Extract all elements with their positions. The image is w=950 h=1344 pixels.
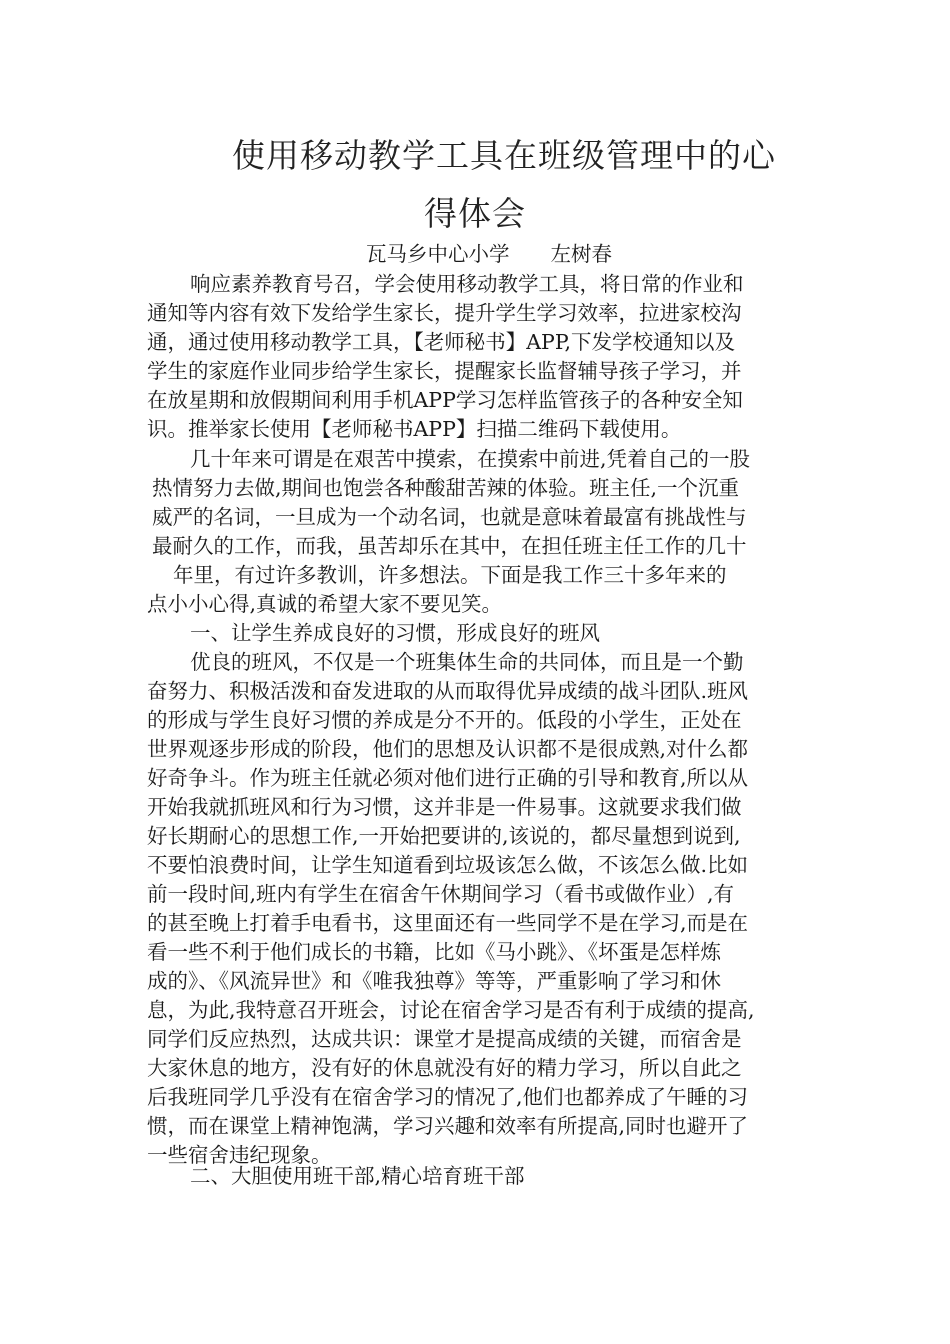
paragraph-line: 在放星期和放假期间利用手机APP学习怎样监管孩子的各种安全知	[147, 388, 743, 412]
section-heading-1: 一、让学生养成良好的习惯，形成良好的班风	[190, 621, 600, 645]
paragraph-line: 识。推举家长使用【老师秘书APP】扫描二维码下载使用。	[147, 417, 682, 441]
paragraph-line: 学生的家庭作业同步给学生家长，提醒家长监督辅导孩子学习，并	[147, 359, 742, 383]
paragraph-line: 的甚至晚上打着手电看书，这里面还有一些同学不是在学习,而是在	[147, 911, 749, 935]
paragraph-line: 优良的班风，不仅是一个班集体生命的共同体，而且是一个勤	[190, 650, 744, 674]
paragraph-line: 看一些不利于他们成长的书籍，比如《马小跳》、《坏蛋是怎样炼	[147, 940, 721, 964]
paragraph-line: 热情努力去做,期间也饱尝各种酸甜苦辣的体验。班主任,一个沉重	[152, 476, 740, 500]
paragraph-line: 奋努力、积极活泼和奋发进取的从而取得优异成绩的战斗团队.班风	[147, 679, 749, 703]
paragraph-line: 最耐久的工作，而我，虽苦却乐在其中，在担任班主任工作的几十	[152, 534, 747, 558]
paragraph-line: 大家休息的地方，没有好的休息就没有好的精力学习，所以自此之	[147, 1056, 742, 1080]
paragraph-line: 成的》、《风流异世》和《唯我独尊》等等，严重影响了学习和休	[147, 969, 721, 993]
paragraph-line: 点小小心得,真诚的希望大家不要见笑。	[147, 592, 503, 616]
paragraph-line: 息，为此,我特意召开班会，讨论在宿舍学习是否有利于成绩的提高,	[147, 998, 755, 1022]
paragraph-line: 惯，而在课堂上精神饱满，学习兴趣和效率有所提高,同时也避开了	[147, 1114, 749, 1138]
author-byline: 瓦马乡中心小学 左树春	[366, 242, 612, 266]
paragraph-line: 好长期耐心的思想工作,一开始把要讲的,该说的，都尽量想到说到,	[147, 824, 741, 848]
paragraph-line: 年里，有过许多教训，许多想法。下面是我工作三十多年来的	[173, 563, 727, 587]
paragraph-line: 通知等内容有效下发给学生家长，提升学生学习效率，拉进家校沟	[147, 301, 742, 325]
paragraph-line: 前一段时间,班内有学生在宿舍午休期间学习（看书或做作业）,有	[147, 882, 735, 906]
document-title-line-2: 得体会	[424, 194, 526, 233]
paragraph-line: 不要怕浪费时间，让学生知道看到垃圾该怎么做，不该怎么做.比如	[147, 853, 749, 877]
paragraph-line: 一些宿舍违纪现象。	[147, 1143, 332, 1167]
section-heading-2: 二、大胆使用班干部,精心培育班干部	[190, 1164, 525, 1188]
paragraph-line: 好奇争斗。作为班主任就必须对他们进行正确的引导和教育,所以从	[147, 766, 749, 790]
document-title-line-1: 使用移动教学工具在班级管理中的心	[232, 136, 776, 175]
paragraph-line: 的形成与学生良好习惯的养成是分不开的。低段的小学生，正处在	[147, 708, 742, 732]
paragraph-line: 通，通过使用移动教学工具，【老师秘书】APP,下发学校通知以及	[147, 330, 736, 354]
paragraph-line: 后我班同学几乎没有在宿舍学习的情况了,他们也都养成了午睡的习	[147, 1085, 749, 1109]
paragraph-line: 开始我就抓班风和行为习惯，这并非是一件易事。这就要求我们做	[147, 795, 742, 819]
paragraph-line: 几十年来可谓是在艰苦中摸索，在摸索中前进,凭着自己的一股	[190, 447, 751, 471]
paragraph-line: 同学们反应热烈，达成共识：课堂才是提高成绩的关键，而宿舍是	[147, 1027, 742, 1051]
paragraph-line: 威严的名词，一旦成为一个动名词，也就是意味着最富有挑战性与	[152, 505, 747, 529]
paragraph-line: 世界观逐步形成的阶段，他们的思想及认识都不是很成熟,对什么都	[147, 737, 749, 761]
paragraph-line: 响应素养教育号召，学会使用移动教学工具，将日常的作业和	[190, 272, 744, 296]
